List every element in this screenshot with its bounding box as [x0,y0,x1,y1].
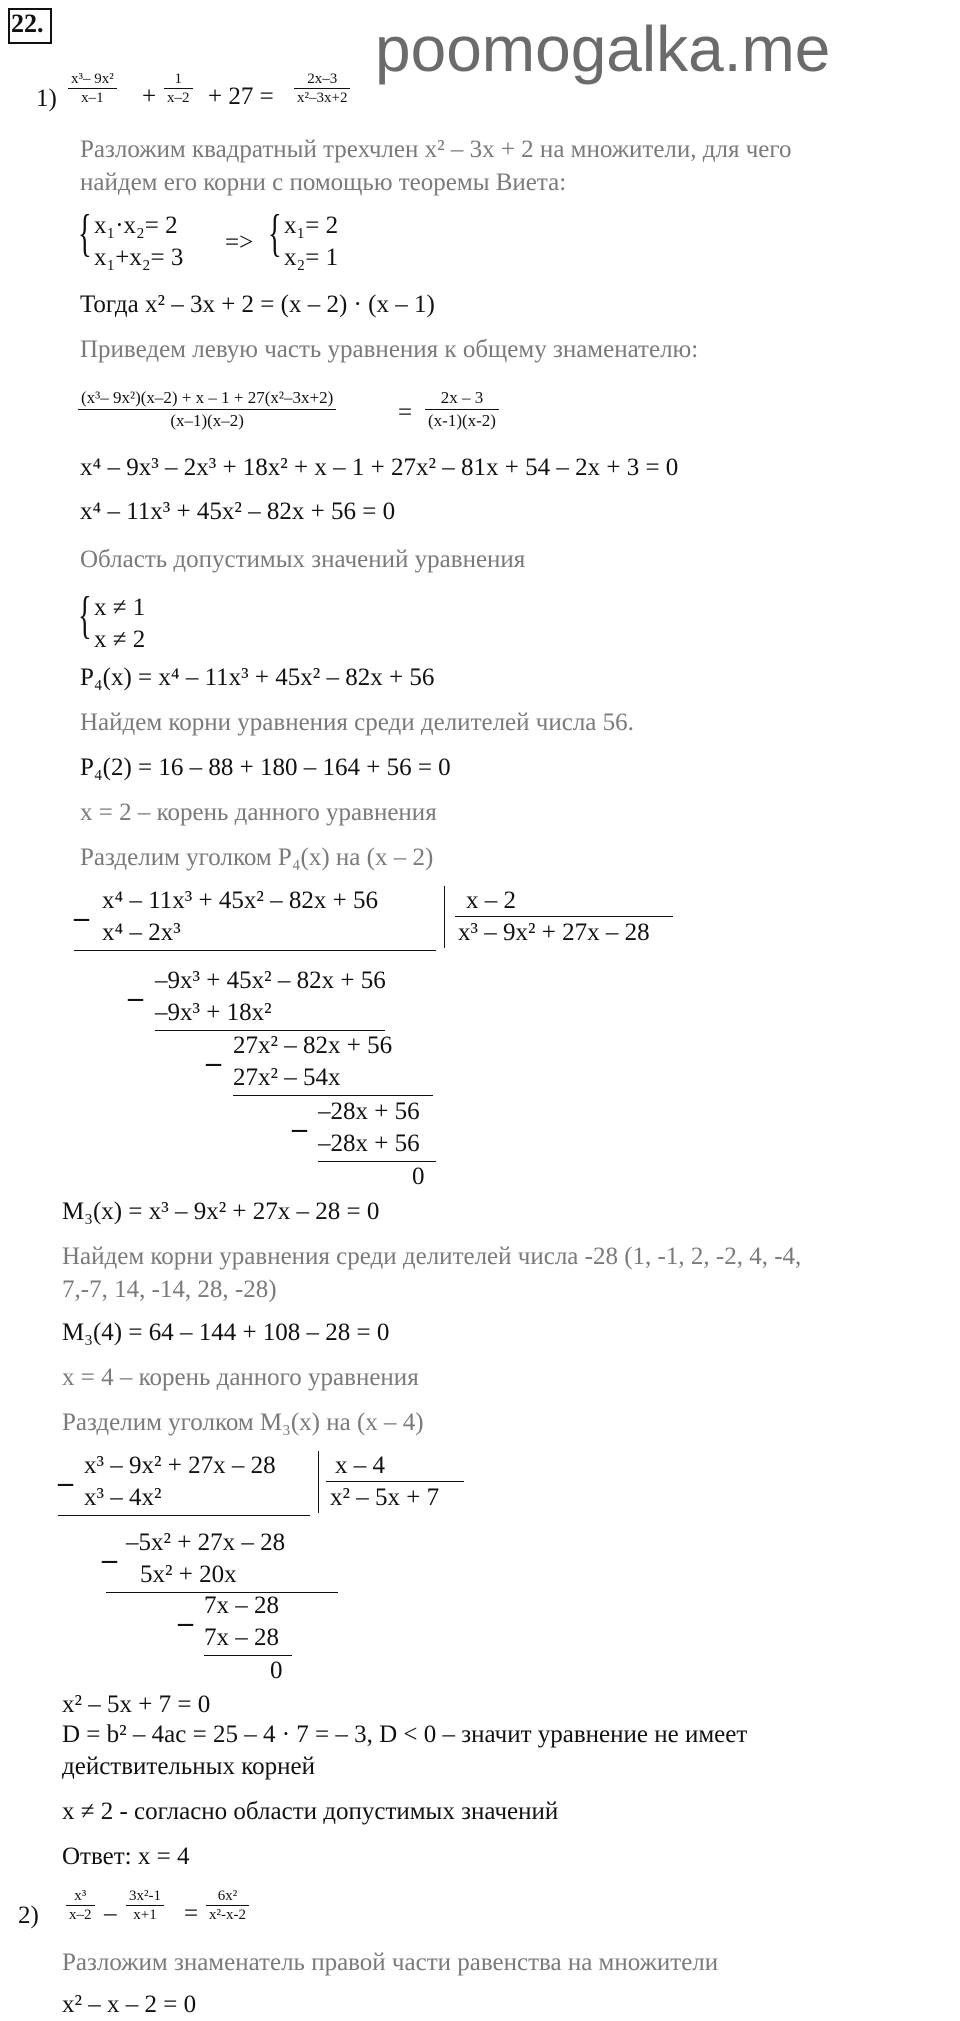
p4-at-2: P₄(2) = 16 – 88 + 180 – 164 + 56 = 0 [80,754,451,781]
div1-quotient: x³ – 9x² + 27x – 28 [458,919,650,946]
m3-definition: M₃(x) = x³ – 9x² + 27x – 28 = 0 [62,1198,380,1225]
part2-equals: = [184,1900,199,1927]
frac2-denominator: x–2 [167,90,190,106]
div1-sub-1: x⁴ – 2x³ [102,919,181,946]
div2-minus-2: _ [102,1533,117,1566]
div1-line-1 [74,950,436,951]
polynomial-equation: x⁴ – 11x³ + 45x² – 82x + 56 = 0 [80,498,396,525]
discriminant-line2: действительных корней [62,1753,315,1780]
p2-frac1-numerator: x³ [66,1887,95,1906]
text-factorize: Разложим квадратный трехчлен x² – 3x + 2 на множители, для чего [80,136,792,163]
div1-sub-4: –28x + 56 [318,1130,420,1157]
frac3-denominator: x²–3x+2 [297,90,348,106]
div2-divisor: x – 4 [335,1452,385,1479]
div1-remainder-2: 27x² – 82x + 56 [233,1032,393,1059]
big-fraction [78,387,336,432]
big-equals: = [398,399,413,426]
vieta-right-2: x₂= 1 [284,244,339,271]
domain-2: x ≠ 2 [94,626,146,653]
div2-divider-vertical [318,1451,319,1513]
vieta-right-1: x₁= 2 [284,212,339,239]
big-right-fraction [425,387,499,432]
div2-remainder-1: –5x² + 27x – 28 [126,1529,286,1556]
part1-label: 1) [36,85,57,112]
text-divide-p4: Разделим уголком P₄(x) на (x – 2) [80,844,434,871]
div1-divisor-line [455,916,673,917]
part1-frac2 [164,70,193,107]
div2-sub-2: 5x² + 20x [140,1561,237,1588]
part2-frac3 [206,1887,249,1924]
div1-minus-1: _ [74,891,89,924]
text-root-2: x = 2 – корень данного уравнения [80,799,437,826]
domain-note: x ≠ 2 - согласно области допустимых значений [62,1798,559,1825]
div1-remainder-final: 0 [412,1163,425,1190]
div2-sub-3: 7x – 28 [204,1624,279,1651]
div1-dividend: x⁴ – 11x³ + 45x² – 82x + 56 [102,887,378,914]
part2-text-factorize: Разложим знаменатель правой части равенства на множители [62,1949,719,1976]
part2-frac1 [66,1887,95,1924]
expanded-equation: x⁴ – 9x³ – 2x³ + 18x² + x – 1 + 27x² – 81x + 54 – 2x + 3 = 0 [80,454,679,481]
div2-line-1 [58,1515,310,1516]
part1-frac1 [68,70,117,107]
brace-left: { [78,205,92,262]
div1-minus-4: _ [292,1102,307,1135]
quadratic: x² – 5x + 7 = 0 [62,1691,211,1718]
text-divisors-28-line2: 7,-7, 14, -14, 28, -28) [62,1276,277,1303]
domain-1: x ≠ 1 [94,594,146,621]
part2-quadratic: x² – x – 2 = 0 [62,1991,197,2018]
text-vieta: найдем его корни с помощью теоремы Виета: [80,169,567,196]
watermark: poomogalka.me [375,13,831,85]
p4-definition: P₄(x) = x⁴ – 11x³ + 45x² – 82x + 56 [80,664,435,691]
div1-sub-3: 27x² – 54x [233,1064,341,1091]
div1-line-3 [233,1095,433,1096]
text-domain: Область допустимых значений уравнения [80,546,526,573]
text-divide-m3: Разделим уголком M₃(x) на (x – 4) [62,1409,424,1436]
p2-frac3-numerator: 6x² [206,1887,249,1906]
div1-remainder-3: –28x + 56 [318,1098,420,1125]
div1-sub-2: –9x³ + 18x² [155,999,272,1026]
big-right-numerator: 2x – 3 [425,387,499,410]
div2-minus-1: _ [58,1456,73,1489]
big-numerator: (x³– 9x²)(x–2) + x – 1 + 27(x²–3x+2) [78,387,336,410]
answer: Ответ: x = 4 [62,1843,190,1870]
text-common-denominator: Приведем левую часть уравнения к общему знаменателю: [80,336,699,363]
div2-dividend: x³ – 9x² + 27x – 28 [84,1452,276,1479]
div1-divider-vertical [444,886,445,948]
div2-divisor-line [326,1481,464,1482]
div2-quotient: x² – 5x + 7 [330,1484,440,1511]
plus-sign: + [142,83,157,110]
arrow: => [225,229,254,256]
part2-frac2 [126,1887,164,1924]
part2-minus: – [104,1900,117,1927]
div2-remainder-final: 0 [270,1657,283,1684]
text-root-4: x = 4 – корень данного уравнения [62,1364,419,1391]
div1-minus-2: _ [128,971,143,1004]
div2-sub-1: x³ – 4x² [84,1484,162,1511]
text-divisors-56: Найдем корни уравнения среди делителей числа 56. [80,709,634,736]
p2-frac3-denominator: x²-x-2 [209,1907,246,1923]
div2-minus-3: _ [178,1596,193,1629]
eq-rest: + 27 = [208,83,274,110]
m3-at-4: M₃(4) = 64 – 144 + 108 – 28 = 0 [62,1319,390,1346]
discriminant-line1: D = b² – 4ac = 25 – 4 · 7 = – 3, D < 0 – значит уравнение не имеет [62,1721,748,1748]
frac1-numerator: x³– 9x² [68,70,117,89]
text-divisors-28-line1: Найдем корни уравнения среди делителей числа -28 (1, -1, 2, -2, 4, -4, [62,1243,802,1270]
div1-divisor: x – 2 [466,887,516,914]
div2-remainder-2: 7x – 28 [204,1592,279,1619]
p2-frac1-denominator: x–2 [69,1907,92,1923]
frac1-denominator: x–1 [81,90,104,106]
div1-minus-3: _ [206,1036,221,1069]
brace-domain: { [78,587,92,644]
factorization: Тогда x² – 3x + 2 = (x – 2) · (x – 1) [80,291,435,318]
frac3-numerator: 2x–3 [294,70,350,89]
problem-number: 22. [11,9,44,38]
vieta-left-2: x₁+x₂= 3 [94,244,184,271]
part2-label: 2) [18,1902,39,1929]
div1-remainder-1: –9x³ + 45x² – 82x + 56 [155,967,386,994]
part1-frac3 [294,70,350,107]
p2-frac2-numerator: 3x²-1 [126,1887,164,1906]
frac2-numerator: 1 [164,70,193,89]
p2-frac2-denominator: x+1 [133,1907,157,1923]
big-right-denominator: (x-1)(x-2) [428,411,496,430]
brace-right: { [268,205,282,262]
vieta-left-1: x₁·x₂= 2 [94,212,178,239]
big-denominator: (x–1)(x–2) [170,411,244,430]
